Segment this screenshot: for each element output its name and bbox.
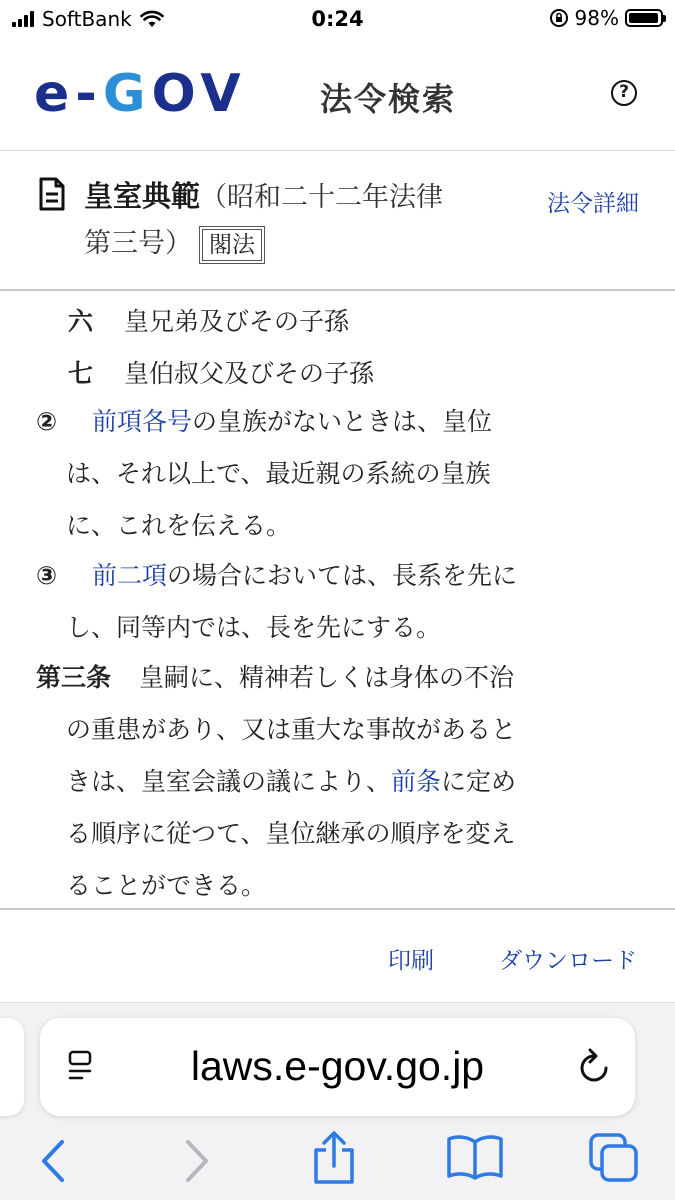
law-title-sub: （昭和二十二年法律 — [200, 182, 444, 213]
law-title-section — [0, 151, 675, 291]
tabs-icon[interactable] — [588, 1132, 640, 1184]
forward-icon[interactable] — [182, 1136, 212, 1186]
item-number: 六 — [68, 307, 94, 336]
paragraph-2: ② 前項各号の皇族がないときは、皇位 は、それ以上で、最近親の系統の皇族 に、これを伝える。 — [36, 396, 596, 552]
list-item — [68, 348, 374, 400]
download-link[interactable]: ダウンロード — [499, 948, 637, 974]
status-bar — [0, 0, 675, 40]
item-text: 皇兄弟及びその子孫 — [124, 307, 350, 336]
site-title: 法令検索 — [320, 80, 457, 118]
previous-tab-card[interactable] — [0, 1018, 24, 1116]
paragraph-3: ③ 前二項の場合においては、長系を先に し、同等内では、長を先にする。 — [36, 550, 596, 654]
item-number: 七 — [68, 359, 94, 388]
print-link[interactable]: 印刷 — [388, 948, 434, 974]
item-text: 皇伯叔父及びその子孫 — [124, 359, 375, 388]
browser-chrome — [0, 1003, 675, 1200]
back-icon[interactable] — [38, 1136, 68, 1186]
reload-icon[interactable] — [577, 1048, 611, 1084]
document-icon — [38, 177, 66, 211]
carrier-name: SoftBank — [42, 7, 132, 31]
paragraph-number: ③ — [36, 561, 58, 590]
browser-toolbar — [0, 1128, 675, 1200]
cabinet-bill-badge: 閣法 — [202, 229, 262, 261]
law-title-main: 皇室典範 — [84, 179, 201, 213]
list-item — [68, 296, 349, 348]
reference-link-previous-items[interactable]: 前項各号 — [92, 407, 193, 436]
law-number: 第三号） — [84, 228, 192, 259]
url-text: laws.e-gov.go.jp — [190, 1043, 485, 1089]
help-icon[interactable]: ? — [611, 80, 637, 106]
article-3: 第三条 皇嗣に、精神若しくは身体の不治 の重患があり、又は重大な事故があると きは、皇室会議の議により、前条に定め る順序に従つて、皇位継承の順序を変え ることができる。 — [36, 663, 517, 900]
battery-percent: 98% — [574, 6, 619, 30]
bookmarks-icon[interactable] — [446, 1134, 504, 1180]
law-detail-link[interactable]: 法令詳細 — [547, 191, 639, 217]
egov-logo[interactable]: e-GOV — [34, 64, 247, 124]
law-content — [0, 290, 675, 910]
battery-icon — [625, 9, 663, 27]
actions-bar — [0, 910, 675, 1003]
reference-link-previous-article[interactable]: 前条 — [391, 767, 442, 796]
article-label: 第三条 — [36, 663, 112, 692]
status-time: 0:24 — [311, 7, 364, 31]
status-right — [549, 6, 663, 30]
address-bar[interactable] — [40, 1018, 635, 1116]
reference-link-previous-two[interactable]: 前二項 — [92, 561, 168, 590]
site-header — [0, 40, 675, 151]
paragraph-number: ② — [36, 407, 58, 436]
orientation-lock-icon — [549, 8, 569, 28]
share-icon[interactable] — [310, 1130, 358, 1186]
law-name — [84, 173, 504, 267]
